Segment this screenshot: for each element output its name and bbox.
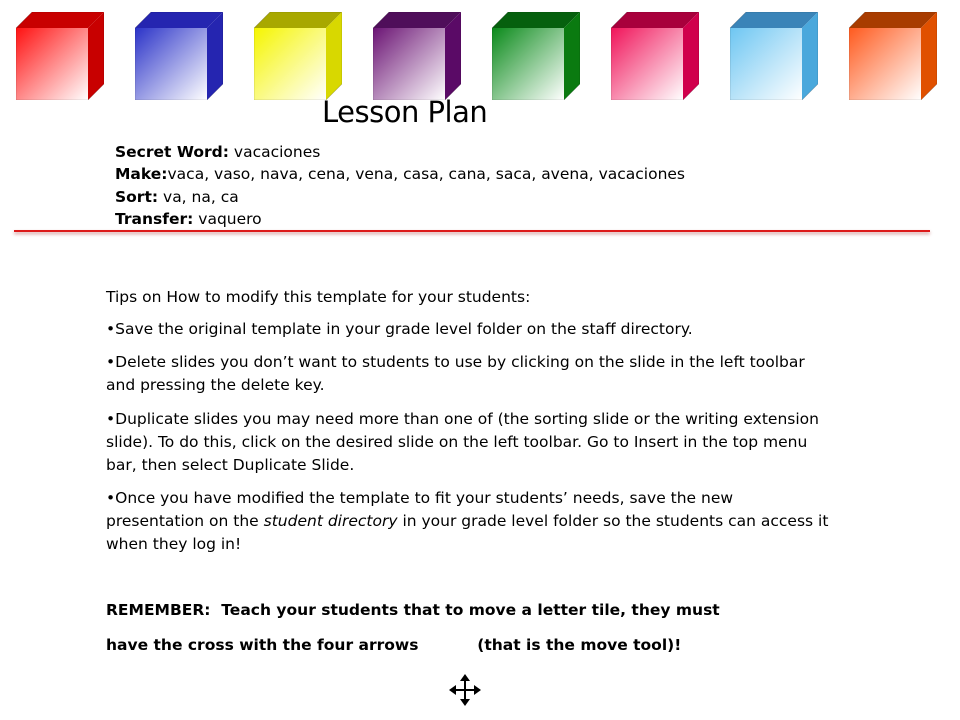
- sort-label: Sort:: [115, 188, 159, 206]
- tip-text: •Once you have modified the template to fit your students’ needs, save the new presentation on the: [106, 489, 734, 530]
- make-value: vaca, vaso, nava, cena, vena, casa, cana, saca, avena, vacaciones: [167, 165, 686, 183]
- tips-heading: Tips on How to modify this template for your students:: [106, 288, 531, 306]
- remember-text: Teach your students that to move a letter tile, they must: [221, 601, 720, 619]
- secret-word-value: vacaciones: [233, 143, 321, 161]
- tip-italic-text: student directory: [263, 512, 398, 530]
- cube-orange: [849, 12, 937, 100]
- tip-item: •Delete slides you don’t want to students to use by clicking on the slide in the left toolbar and pressing the delete key.: [106, 353, 805, 394]
- page-title: Lesson Plan: [322, 95, 488, 129]
- make-line: [115, 163, 835, 185]
- remember-line-2: [106, 634, 681, 656]
- cube-sky-blue: [730, 12, 818, 100]
- tip-text: in your grade level folder so the students can access it when they log in!: [106, 512, 829, 553]
- transfer-line: [115, 208, 835, 230]
- cube-yellow: [254, 12, 342, 100]
- remember-line-1: [106, 599, 720, 621]
- cube-purple: [373, 12, 461, 100]
- transfer-value: vaquero: [198, 210, 262, 228]
- cube-blue: [135, 12, 223, 100]
- remember-label: REMEMBER:: [106, 601, 211, 619]
- secret-word-line: [115, 141, 835, 163]
- tip-item: •Save the original template in your grade level folder on the staff directory.: [106, 320, 693, 338]
- cube-red: [16, 12, 104, 100]
- remember-text: have the cross with the four arrows: [106, 636, 419, 654]
- remember-text: (that is the move tool)!: [477, 636, 682, 654]
- move-cross-arrows-icon: [449, 674, 481, 706]
- tip-item: •Duplicate slides you may need more than one of (the sorting slide or the writing extension slide). To do this, click on the desired slide on the left toolbar. Go to Insert in the top menu bar, then select Duplicate Slide.: [106, 410, 819, 474]
- tip-item: [106, 487, 836, 556]
- cube-green: [492, 12, 580, 100]
- transfer-label: Transfer:: [115, 210, 194, 228]
- red-divider-line: [14, 230, 930, 232]
- cube-pink: [611, 12, 699, 100]
- secret-word-label: Secret Word:: [115, 143, 229, 161]
- sort-line: [115, 186, 835, 208]
- make-label: Make:: [115, 165, 168, 183]
- sort-value: va, na, ca: [163, 188, 239, 206]
